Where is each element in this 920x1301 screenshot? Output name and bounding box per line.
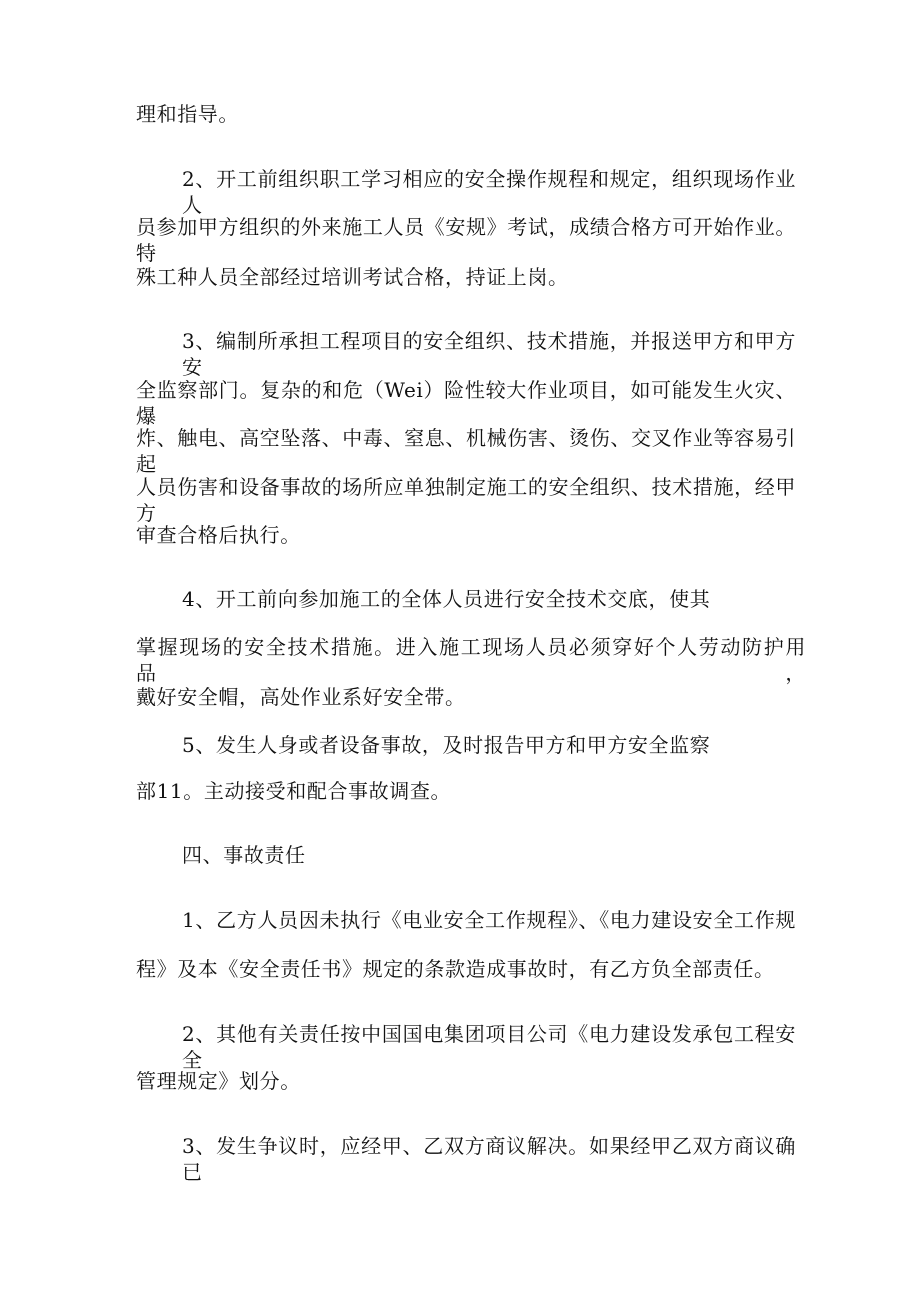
text-line: 理和指导。 <box>136 102 239 126</box>
text-line: 掌握现场的安全技术措施。进入施工现场人员必须穿好个人劳动防护用品， <box>136 635 806 685</box>
text-line: 全监察部门。复杂的和危（Wei）险性较大作业项目，如可能发生火灾、爆 <box>136 378 796 428</box>
text-line: 戴好安全帽，高处作业系好安全带。 <box>136 685 466 709</box>
text-line: 管理规定》划分。 <box>136 1069 301 1093</box>
text-line: 2、开工前组织职工学习相应的安全操作规程和规定，组织现场作业人 <box>182 167 796 217</box>
text-line: 审查合格后执行。 <box>136 523 301 547</box>
section-heading: 四、事故责任 <box>182 843 306 867</box>
text-line: 殊工种人员全部经过培训考试合格，持证上岗。 <box>136 265 569 289</box>
text-line: 部11。主动接受和配合事故调查。 <box>136 779 452 803</box>
text-line: 3、编制所承担工程项目的安全组织、技术措施，并报送甲方和甲方安 <box>182 329 796 379</box>
text-line: 人员伤害和设备事故的场所应单独制定施工的安全组织、技术措施，经甲方 <box>136 475 796 525</box>
text-line: 程》及本《安全责任书》规定的条款造成事故时，有乙方负全部责任。 <box>136 957 775 981</box>
text-line: 4、开工前向参加施工的全体人员进行安全技术交底，使其 <box>182 587 711 611</box>
text-line: 炸、触电、高空坠落、中毒、窒息、机械伤害、烫伤、交叉作业等容易引起 <box>136 426 796 476</box>
text-line: 1、乙方人员因未执行《电业安全工作规程》、《电力建设安全工作规 <box>182 908 796 932</box>
text-line: 2、其他有关责任按中国国电集团项目公司《电力建设发承包工程安全 <box>182 1022 796 1072</box>
text-line: 3、发生争议时，应经甲、乙双方商议解决。如果经甲乙双方商议确已 <box>182 1134 796 1184</box>
text-line: 员参加甲方组织的外来施工人员《安规》考试，成绩合格方可开始作业。特 <box>136 215 796 265</box>
text-line: 5、发生人身或者设备事故，及时报告甲方和甲方安全监察 <box>182 733 711 757</box>
